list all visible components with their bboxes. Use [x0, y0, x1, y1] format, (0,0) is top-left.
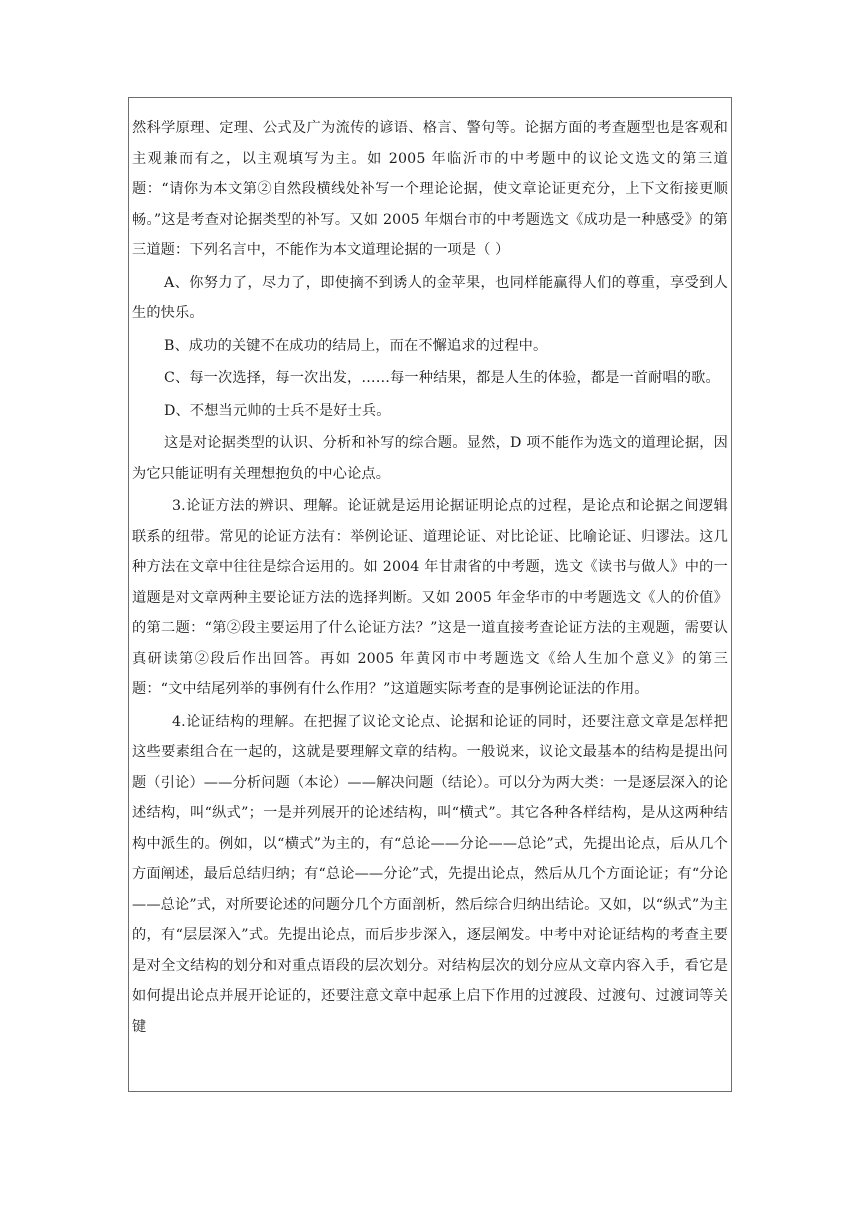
option-b: B、成功的关键不在成功的结局上，而在不懈追求的过程中。 [164, 337, 548, 354]
option-a: A、你努力了，尽力了，即使摘不到诱人的金苹果，也同样能赢得人们的尊重，享受到人生的快乐。 [132, 274, 728, 321]
option-c: C、每一次选择，每一次出发，……每一种结果，都是人生的体验，都是一首耐唱的歌。 [164, 370, 720, 386]
paragraph-analysis: 这是对论据类型的认识、分析和补写的综合题。显然，D 项不能作为选文的道理论据，因为它只能证明有关理想抱负的中心论点。 [132, 435, 728, 482]
document-body [132, 113, 728, 1042]
paragraph-continuation: 然科学原理、定理、公式及广为流传的谚语、格言、警句等。论据方面的考查题型也是客观和主观兼而有之，以主观填写为主。如 2005 年临沂市的中考题中的议论文选文的第三道题：“请你为本文第②自然段横线处补写一个理论论据，使文章论证更充分，上下文衔接更顺畅。”这是考查对论据类型的补写。又如 2005 年烟台市的中考题选文《成功是一种感受》的第三道题：下列名言中，不能作为本文道理论据的一项是（ ） [132, 120, 728, 258]
option-d: D、不想当元帅的士兵不是好士兵。 [164, 402, 391, 419]
section-4-argument-structure: 4.论证结构的理解。在把握了议论文论点、论据和论证的同时，还要注意文章是怎样把这些要素组合在一起的，这就是要理解文章的结构。一般说来，议论文最基本的结构是提出问题（引论）——分析问题（本论）——解决问题（结论）。可以分为两大类：一是逐层深入的论述结构，叫“纵式”；一是并列展开的论述结构，叫“横式”。其它各种各样结构，是从这两种结构中派生的。例如，以“横式”为主的，有“总论——分论——总论”式，先提出论点，后从几个方面阐述，最后总结归纳；有“总论——分论”式，先提出论点，然后从几个方面论证；有“分论——总论”式，对所要论述的问题分几个方面剖析，然后综合归纳出结论。又如，以“纵式”为主的，有“层层深入”式。先提出论点，而后步步深入，逐层阐发。中考中对论证结构的考查主要是对全文结构的划分和对重点语段的层次划分。对结构层次的划分应从文章内容入手，看它是如何提出论点并展开论证的，还要注意文章中起承上启下作用的过渡段、过渡句、过渡词等关键 [132, 713, 728, 1035]
section-3-argument-methods: 3.论证方法的辨识、理解。论证就是运用论据证明论点的过程，是论点和论据之间逻辑联系的纽带。常见的论证方法有：举例论证、道理论证、对比论证、比喻论证、归谬法。这几种方法在文章中往往是综合运用的。如 2004 年甘肃省的中考题，选文《读书与做人》中的一道题是对文章两种主要论证方法的选择判断。又如 2005 年金华市的中考题选文《人的价值》的第二题：“第②段主要运用了什么论证方法？”这是一道直接考查论证方法的主观题，需要认真研读第②段后作出回答。再如 2005 年黄冈市中考题选文《给人生加个意义》的第三题：“文中结尾列举的事例有什么作用？”这道题实际考查的是事例论证法的作用。 [132, 498, 728, 697]
